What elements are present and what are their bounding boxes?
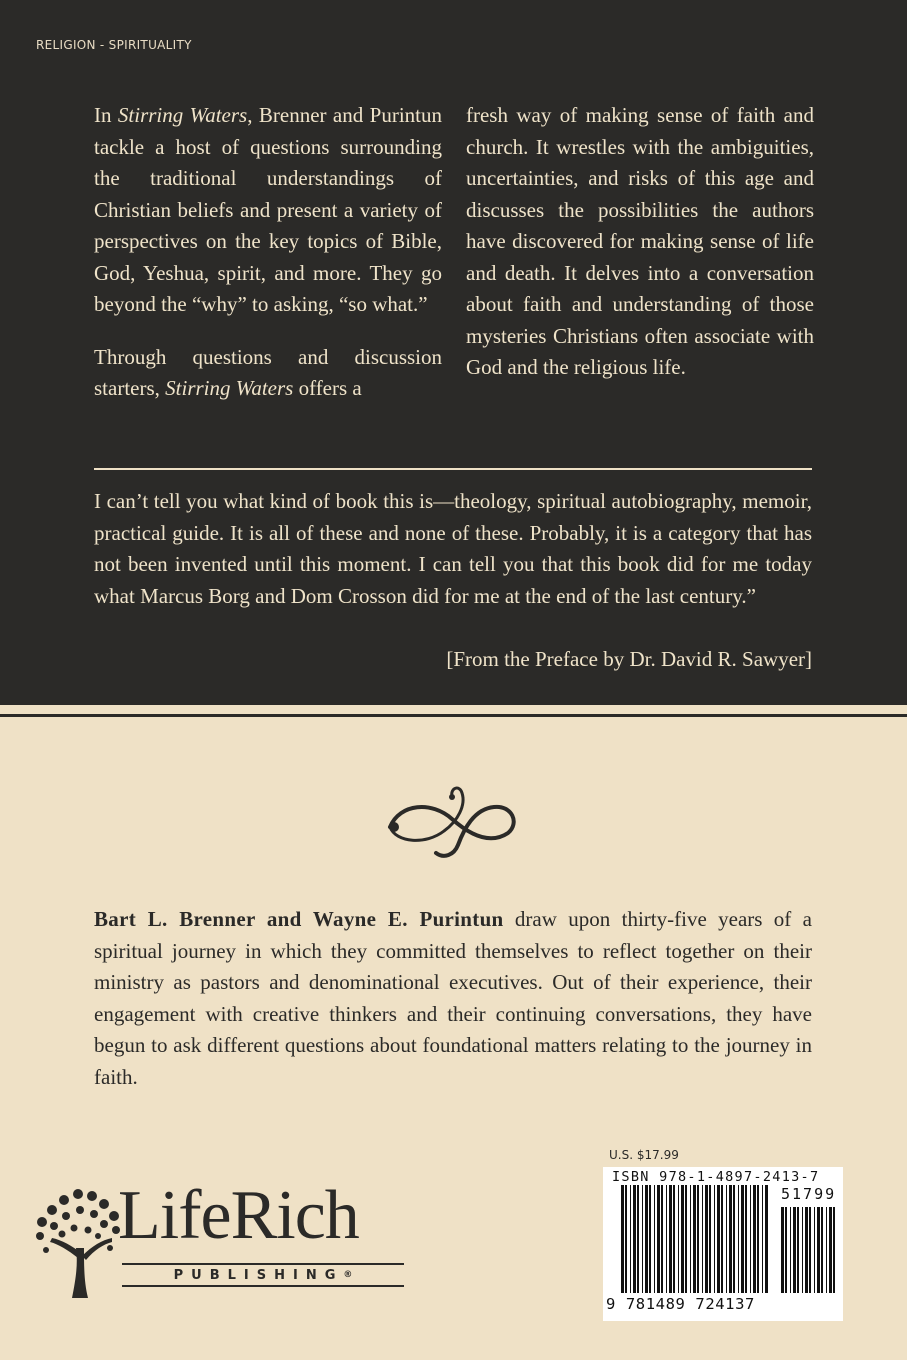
isbn-label: ISBN 978-1-4897-2413-7 (612, 1169, 820, 1185)
price-label: U.S. $17.99 (609, 1148, 679, 1162)
description-left-column (94, 100, 442, 405)
barcode (603, 1167, 843, 1321)
book-title: Stirring Waters (117, 103, 248, 127)
separator-line (0, 714, 907, 717)
description-right-column (466, 100, 814, 384)
description-paragraph-1: In Stirring Waters, Brenner and Purintun tackle a host of questions surrounding the traditional understandings of Christian beliefs and present a variety of perspectives on the key topics of Bible, God, Yeshua, spirit, and more. They go beyond the “why” to asking, “so what.” (94, 103, 442, 316)
author-names: Bart L. Brenner and Wayne E. Purintun (94, 907, 504, 931)
preface-quote: I can’t tell you what kind of book this is—theology, spiritual autobiography, memoir, practical guide. It is all of these and none of these. Probably, it is a category that has not been invented until this moment. I can tell you that this book did for me today what Marcus Borg and Dom Crosson did for me at the end of the last century.” (94, 489, 812, 608)
registered-mark: ® (343, 1270, 353, 1280)
publisher-name: LifeRich (118, 1177, 359, 1254)
description-paragraph-2: Through questions and discussion starters, Stirring Waters offers a (94, 344, 442, 400)
barcode-addon-digits: 51799 (781, 1185, 837, 1203)
quote-attribution: [From the Preface by Dr. David R. Sawyer] (446, 647, 812, 671)
flourish-ornament-icon (386, 783, 522, 861)
separator-band (0, 705, 907, 714)
category-label: RELIGION - SPIRITUALITY (36, 38, 192, 52)
book-title: Stirring Waters (165, 376, 294, 400)
section-divider (94, 468, 812, 470)
author-bio: Bart L. Brenner and Wayne E. Purintun draw upon thirty-five years of a spiritual journey in which they committed themselves to reflect together on their ministry as pastors and denominational executives. Out of their experience, their engagement with creative thinkers and their continuing conversations, they have begun to ask different questions about foundational matters relating to the journey in faith. (94, 907, 812, 1089)
publisher-subtitle: PUBLISHING ® (122, 1263, 404, 1287)
barcode-digits: 9 781489 724137 (606, 1295, 755, 1313)
description-paragraph-3: fresh way of making sense of faith and church. It wrestles with the ambiguities, uncertainties, and risks of this age and discusses the possibilities the authors have discovered for making sense of life and death. It delves into a conversation about faith and understanding of those mysteries Christians often associate with God and the religious life. (466, 103, 814, 379)
